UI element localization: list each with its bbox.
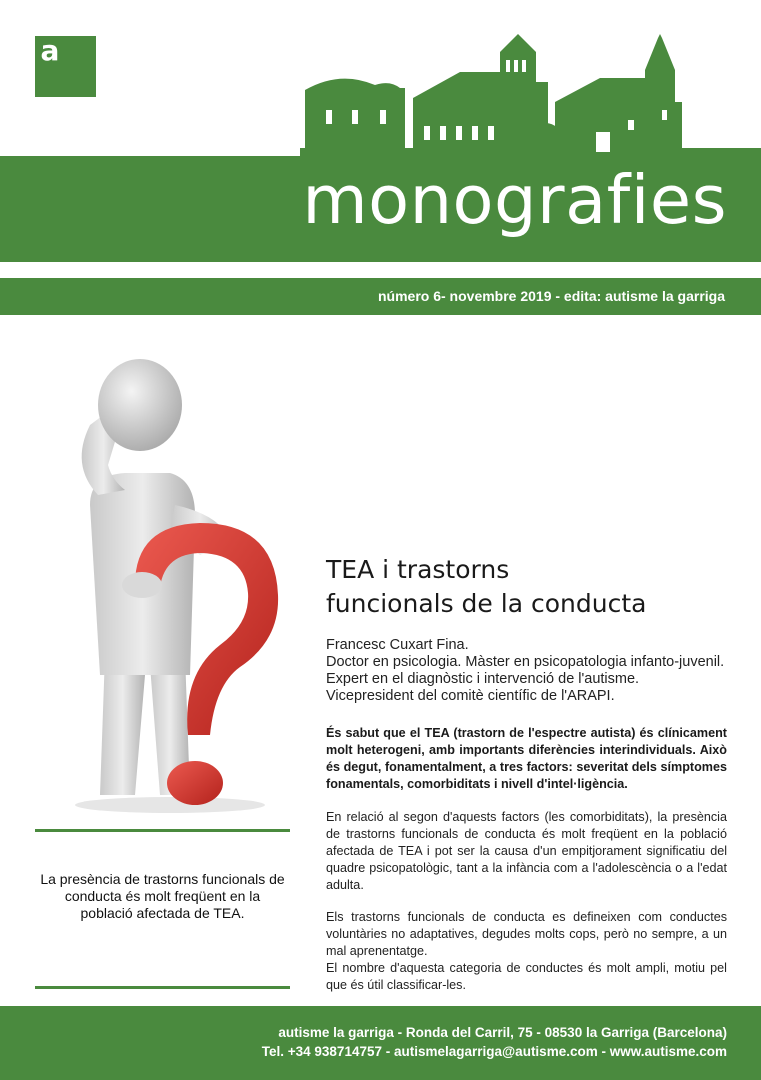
author-credential: Expert en el diagnòstic i intervenció de l'autisme. xyxy=(326,671,640,687)
footer-address: autisme la garriga - Ronda del Carril, 75 - 08530 la Garriga (Barcelona) xyxy=(278,1025,727,1040)
publication-title: monografies xyxy=(302,161,727,239)
logo-badge xyxy=(35,36,96,97)
article-title-line: funcionals de la conducta xyxy=(326,589,647,618)
author-name: Francesc Cuxart Fina. xyxy=(326,637,469,653)
footer-band xyxy=(0,1006,761,1080)
pull-quote: La presència de trastorns funcionals de conducta és molt freqüent en la població afectada de TEA. xyxy=(40,871,285,921)
town-skyline-illustration xyxy=(300,30,761,160)
author-credential: Vicepresident del comitè científic de l'ARAPI. xyxy=(326,688,615,704)
author-block xyxy=(326,637,736,705)
sidebar-divider-bottom xyxy=(35,986,290,989)
thinking-person-question-mark-illustration xyxy=(50,355,310,815)
article-abstract: És sabut que el TEA (trastorn de l'espectre autista) és clínicament molt heterogeni, amb importants diferències interindividuals. Això és degut, fonamentalment, a tres factors: severitat dels símptomes fonamentals, comorbiditats i nivell d'intel·ligència. xyxy=(326,726,727,791)
issue-info: número 6- novembre 2019 - edita: autisme la garriga xyxy=(377,288,725,304)
article-title-line: TEA i trastorns xyxy=(326,555,510,584)
sidebar-divider-top xyxy=(35,829,290,832)
article-paragraph: El nombre d'aquesta categoria de conductes és molt ampli, motiu pel que és útil classificar-les. xyxy=(326,961,727,992)
article-title xyxy=(326,553,736,621)
article-paragraph: En relació al segon d'aquests factors (les comorbiditats), la presència de trastorns funcionals de conducta és molt freqüent en la població afectada de TEA i pot ser la causa d'un empitjorament significatiu del quadre psicopatològic, tant a la infància com a l'adolescència o a l'edat adulta. xyxy=(326,810,727,892)
logo-letter: a xyxy=(40,34,60,67)
footer-contact: Tel. +34 938714757 - autismelagarriga@autisme.com - www.autisme.com xyxy=(261,1044,727,1059)
article-paragraph: Els trastorns funcionals de conducta es defineixen com conductes voluntàries no adaptatives, degudes molts cops, però no sempre, a un mal aprenentatge. xyxy=(326,910,727,958)
author-credential: Doctor en psicologia. Màster en psicopatologia infanto-juvenil. xyxy=(326,654,725,670)
